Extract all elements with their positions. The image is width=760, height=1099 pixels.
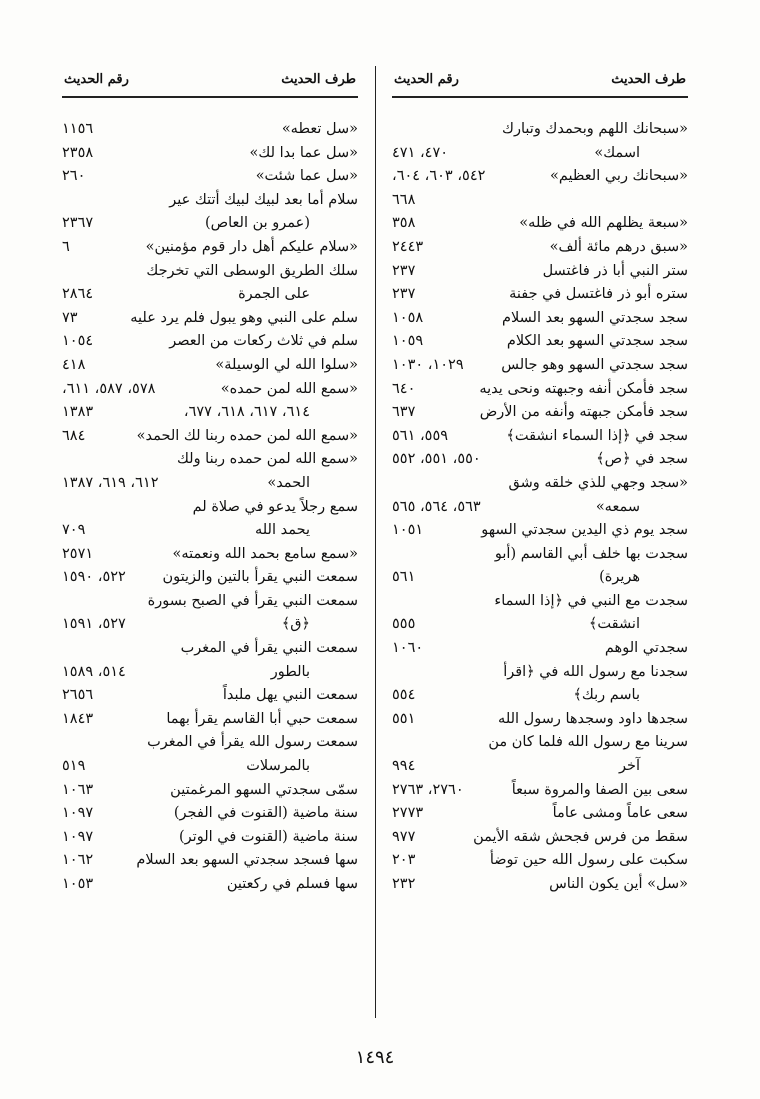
hadith-number: ٥٦١ bbox=[392, 569, 416, 586]
index-entry bbox=[392, 755, 688, 779]
index-entry bbox=[392, 378, 688, 402]
hadith-text: «سمع سامع بحمد الله ونعمته» bbox=[172, 545, 358, 562]
hadith-text: سكبت على رسول الله حين توضأ bbox=[489, 852, 688, 869]
text-header: طرف الحديث bbox=[611, 71, 686, 87]
hadith-number: ٤٧٠، ٤٧١ bbox=[392, 144, 449, 161]
index-entry bbox=[62, 330, 358, 354]
hadith-text: سمع رجلاً يدعو في صلاة لم bbox=[192, 498, 358, 515]
hadith-number: ١٠٦٣ bbox=[62, 781, 94, 798]
text-header: طرف الحديث bbox=[281, 71, 356, 87]
hadith-number: ٢٠٣ bbox=[392, 852, 416, 869]
hadith-number: ٢٥٧١ bbox=[62, 545, 94, 562]
hadith-text: سجد سجدتي السهو بعد الكلام bbox=[506, 333, 688, 350]
hadith-number: ٥٢٢، ١٥٩٠ bbox=[62, 569, 126, 586]
index-entry bbox=[392, 661, 688, 685]
index-entry bbox=[392, 849, 688, 873]
index-entry bbox=[392, 613, 688, 637]
hadith-text: سجدتي الوهم bbox=[604, 640, 688, 657]
hadith-number: ٩٩٤ bbox=[392, 758, 416, 775]
index-entry bbox=[392, 684, 688, 708]
hadith-number: ٥٥٤ bbox=[392, 687, 416, 704]
index-entry bbox=[62, 543, 358, 567]
hadith-number: ٥١٩ bbox=[62, 758, 86, 775]
hadith-number: ٦ bbox=[62, 238, 70, 255]
hadith-number: ٢٣٧ bbox=[392, 262, 416, 279]
hadith-text: هريرة) bbox=[599, 569, 640, 586]
hadith-text: سلك الطريق الوسطى التي تخرجك bbox=[146, 262, 358, 279]
index-entry bbox=[392, 566, 688, 590]
hadith-text: سعى عاماً ومشى عاماً bbox=[552, 805, 688, 822]
hadith-text: سلام أما بعد لبيك لبيك أتتك عير bbox=[169, 191, 358, 208]
hadith-number: ٢٤٤٣ bbox=[392, 238, 424, 255]
hadith-text: ستره أبو ذر فاغتسل في جفنة bbox=[509, 286, 688, 303]
index-entry bbox=[62, 613, 358, 637]
hadith-number: ١٠٦٠ bbox=[392, 640, 424, 657]
hadith-number: ٥٥٩، ٥٦١ bbox=[392, 427, 449, 444]
hadith-number: ٧٣ bbox=[62, 309, 78, 326]
column-divider bbox=[375, 66, 376, 1018]
hadith-text: «سل تعطه» bbox=[281, 121, 358, 137]
hadith-text: على الجمرة bbox=[238, 286, 310, 303]
column-header bbox=[62, 62, 358, 98]
number-header: رقم الحديث bbox=[394, 71, 459, 87]
hadith-text: سها فسلم في ركعتين bbox=[226, 876, 358, 892]
hadith-text: سجد سجدتي السهو وهو جالس bbox=[501, 356, 688, 373]
hadith-text: سلم على النبي وهو يبول فلم يرد عليه bbox=[130, 309, 358, 326]
index-entry bbox=[62, 142, 358, 166]
hadith-text: سجد فأمكن جبهته وأنفه من الأرض bbox=[479, 404, 688, 421]
hadith-number: ٥٦٣، ٥٦٤، ٥٦٥ bbox=[392, 498, 481, 515]
index-entry bbox=[62, 307, 358, 331]
index-entry bbox=[392, 330, 688, 354]
hadith-text: «سل» أين يكون الناس bbox=[549, 876, 688, 892]
hadith-number: ٦٣٧ bbox=[392, 404, 416, 421]
hadith-number: ١٠٩٧ bbox=[62, 828, 94, 845]
hadith-text: سجد في ﴿ص﴾ bbox=[596, 451, 688, 468]
hadith-number: ١١٥٦ bbox=[62, 121, 94, 137]
index-entry bbox=[392, 519, 688, 543]
hadith-text: سمعت حبي أبا القاسم يقرأ بهما bbox=[166, 710, 358, 727]
hadith-text: سها فسجد سجدتي السهو بعد السلام bbox=[136, 852, 358, 869]
hadith-number: ١٠٥٩ bbox=[392, 333, 424, 350]
hadith-text: سلم في ثلاث ركعات من العصر bbox=[169, 333, 358, 350]
index-page bbox=[62, 62, 688, 1068]
hadith-number: ٩٧٧ bbox=[392, 828, 416, 845]
index-entry bbox=[62, 472, 358, 496]
index-entry bbox=[392, 873, 688, 897]
index-entry bbox=[62, 260, 358, 284]
index-entry bbox=[62, 566, 358, 590]
hadith-number: ٥٥٠، ٥٥١، ٥٥٢ bbox=[392, 451, 481, 468]
index-entry bbox=[62, 684, 358, 708]
index-entry bbox=[392, 472, 688, 496]
hadith-text: «سمع الله لمن حمده ربنا ولك bbox=[176, 451, 358, 468]
hadith-text: «سبعة يظلهم الله في ظله» bbox=[519, 215, 688, 232]
hadith-text: سجدت بها خلف أبي القاسم (أبو bbox=[494, 545, 688, 562]
index-entry bbox=[392, 401, 688, 425]
hadith-number: ٣٥٨ bbox=[392, 215, 416, 232]
hadith-text: «سلوا الله لي الوسيلة» bbox=[215, 356, 358, 373]
index-entry bbox=[392, 236, 688, 260]
index-entry bbox=[62, 731, 358, 755]
hadith-text: ٦١٤، ٦١٧، ٦١٨، ٦٧٧، bbox=[183, 404, 310, 421]
hadith-text: الحمد» bbox=[267, 474, 310, 491]
hadith-text: باسم ربك﴾ bbox=[573, 687, 640, 704]
index-entry bbox=[62, 425, 358, 449]
hadith-number: ٦٨٤ bbox=[62, 427, 86, 444]
index-entry bbox=[62, 236, 358, 260]
hadith-number: ٢٣٢ bbox=[392, 876, 416, 892]
hadith-number: ١٣٨٣ bbox=[62, 404, 94, 421]
hadith-text: ﴿ق﴾ bbox=[281, 616, 310, 633]
index-entry bbox=[392, 708, 688, 732]
hadith-number: ١٨٤٣ bbox=[62, 710, 94, 727]
hadith-text: (عمرو بن العاص) bbox=[204, 215, 310, 232]
index-entry bbox=[392, 496, 688, 520]
hadith-text: سرينا مع رسول الله فلما كان من bbox=[488, 734, 688, 751]
hadith-text: سمّى سجدتي السهو المرغمتين bbox=[170, 781, 358, 798]
index-entry bbox=[62, 873, 358, 897]
hadith-number: ٢٧٦٠، ٢٧٦٣ bbox=[392, 781, 464, 798]
index-entry bbox=[392, 802, 688, 826]
index-entry bbox=[392, 731, 688, 755]
hadith-number: ٦١٢، ٦١٩، ١٣٨٧ bbox=[62, 474, 159, 491]
hadith-text: سنة ماضية (القنوت في الوتر) bbox=[179, 828, 358, 845]
index-entry bbox=[392, 212, 688, 236]
hadith-text: سجدنا مع رسول الله في ﴿اقرأ bbox=[503, 663, 688, 680]
hadith-number: ١٠٥١ bbox=[392, 522, 424, 539]
hadith-number: ٢٣٧ bbox=[392, 286, 416, 303]
hadith-text: «سل عما شئت» bbox=[255, 168, 358, 185]
index-entry bbox=[392, 189, 688, 213]
index-entry bbox=[62, 802, 358, 826]
left-column-rows bbox=[62, 118, 358, 897]
index-entry bbox=[62, 661, 358, 685]
index-entry bbox=[62, 189, 358, 213]
index-entry bbox=[392, 260, 688, 284]
hadith-number: ١٠٥٤ bbox=[62, 333, 94, 350]
index-entry bbox=[62, 708, 358, 732]
hadith-number: ٦٤٠ bbox=[392, 380, 416, 397]
index-entry bbox=[62, 448, 358, 472]
hadith-number: ٥٢٧، ١٥٩١ bbox=[62, 616, 126, 633]
hadith-number: ٥١٤، ١٥٨٩ bbox=[62, 663, 126, 680]
hadith-number: ١٠٥٨ bbox=[392, 309, 424, 326]
index-entry bbox=[392, 543, 688, 567]
index-entry bbox=[392, 779, 688, 803]
index-entry bbox=[62, 519, 358, 543]
index-entry bbox=[62, 354, 358, 378]
hadith-text: سجدت مع النبي في ﴿إذا السماء bbox=[494, 592, 688, 609]
hadith-text: سمعت رسول الله يقرأ في المغرب bbox=[147, 734, 358, 751]
index-entry bbox=[392, 826, 688, 850]
hadith-number: ٢٧٧٣ bbox=[392, 805, 424, 822]
index-entry bbox=[62, 496, 358, 520]
hadith-number: ١٠٩٧ bbox=[62, 805, 94, 822]
index-entry bbox=[62, 826, 358, 850]
hadith-text: سمعت النبي يهل ملبداً bbox=[222, 687, 358, 704]
column-header bbox=[392, 62, 688, 98]
index-entry bbox=[392, 165, 688, 189]
index-entry bbox=[62, 637, 358, 661]
index-entry bbox=[62, 755, 358, 779]
hadith-number: ٧٠٩ bbox=[62, 522, 86, 539]
hadith-text: سجد يوم ذي اليدين سجدتي السهو bbox=[481, 522, 688, 539]
index-entry bbox=[62, 212, 358, 236]
hadith-text: «سبحانك اللهم وبحمدك وتبارك bbox=[502, 121, 688, 137]
hadith-text: سمعه» bbox=[595, 498, 640, 515]
hadith-text: «سمع الله لمن حمده» bbox=[220, 380, 358, 397]
right-column-rows bbox=[392, 118, 688, 897]
hadith-number: ٢٣٥٨ bbox=[62, 144, 94, 161]
hadith-text: «سلام عليكم أهل دار قوم مؤمنين» bbox=[145, 238, 358, 255]
hadith-text: يحمد الله bbox=[254, 522, 310, 539]
index-entry bbox=[392, 283, 688, 307]
index-entry bbox=[62, 378, 358, 402]
index-entry bbox=[392, 307, 688, 331]
index-entry bbox=[392, 590, 688, 614]
hadith-number: ١٠٦٢ bbox=[62, 852, 94, 869]
hadith-text: «سجد وجهي للذي خلقه وشق bbox=[508, 474, 688, 491]
index-entry bbox=[62, 849, 358, 873]
hadith-number: ١٠٢٩، ١٠٣٠ bbox=[392, 356, 464, 373]
hadith-text: سمعت النبي يقرأ في الصبح بسورة bbox=[147, 592, 358, 609]
hadith-number: ٥٧٨، ٥٨٧، ٦١١، bbox=[62, 380, 156, 397]
hadith-text: بالطور bbox=[270, 663, 310, 680]
index-entry bbox=[62, 283, 358, 307]
index-entry bbox=[392, 354, 688, 378]
hadith-number: ٤١٨ bbox=[62, 356, 86, 373]
hadith-text: سجد سجدتي السهو بعد السلام bbox=[501, 309, 688, 326]
hadith-text bbox=[425, 189, 688, 213]
hadith-number: ٢٣٦٧ bbox=[62, 215, 94, 232]
hadith-text: سنة ماضية (القنوت في الفجر) bbox=[173, 805, 358, 822]
hadith-text: آخر bbox=[619, 758, 640, 775]
hadith-text: سمعت النبي يقرأ في المغرب bbox=[180, 640, 358, 657]
hadith-text: اسمك» bbox=[594, 144, 640, 161]
index-entry bbox=[62, 165, 358, 189]
hadith-text: بالمرسلات bbox=[246, 758, 310, 775]
index-entry bbox=[62, 779, 358, 803]
hadith-text: سجدها داود وسجدها رسول الله bbox=[498, 710, 688, 727]
hadith-number: ١٠٥٣ bbox=[62, 876, 94, 892]
index-entry bbox=[62, 401, 358, 425]
index-entry bbox=[62, 118, 358, 142]
hadith-text: سعى بين الصفا والمروة سبعاً bbox=[511, 781, 688, 798]
index-entry bbox=[392, 142, 688, 166]
hadith-text: «سل عما بدا لك» bbox=[249, 144, 358, 161]
hadith-number: ٥٥٥ bbox=[392, 616, 416, 633]
hadith-text: سجد فأمكن أنفه وجبهته ونحى يديه bbox=[479, 380, 688, 397]
hadith-text: «سبق درهم مائة ألف» bbox=[549, 238, 688, 255]
index-entry bbox=[62, 590, 358, 614]
left-column bbox=[62, 62, 358, 897]
index-entry bbox=[392, 637, 688, 661]
hadith-text: «سمع الله لمن حمده ربنا لك الحمد» bbox=[136, 427, 358, 444]
right-column bbox=[392, 62, 688, 897]
index-entry bbox=[392, 118, 688, 142]
index-entry bbox=[392, 425, 688, 449]
hadith-number: ٢٦٥٦ bbox=[62, 687, 94, 704]
hadith-text: انشقت﴾ bbox=[588, 616, 640, 633]
hadith-number: ٢٦٠ bbox=[62, 168, 86, 185]
hadith-text: سقط من فرس فجحش شقه الأيمن bbox=[473, 828, 688, 845]
hadith-number: ٦٦٨ bbox=[392, 191, 416, 208]
hadith-number: ٥٥١ bbox=[392, 710, 416, 727]
number-header: رقم الحديث bbox=[64, 71, 129, 87]
hadith-text: ستر النبي أبا ذر فاغتسل bbox=[542, 262, 688, 279]
hadith-text: «سبحانك ربي العظيم» bbox=[549, 168, 688, 185]
hadith-text: سجد في ﴿إذا السماء انشقت﴾ bbox=[506, 427, 688, 444]
hadith-text: سمعت النبي يقرأ بالتين والزيتون bbox=[162, 569, 358, 586]
hadith-number: ٥٤٢، ٦٠٣، ٦٠٤، bbox=[392, 168, 486, 185]
index-entry bbox=[392, 448, 688, 472]
hadith-number: ٢٨٦٤ bbox=[62, 286, 94, 303]
page-number: ١٤٩٤ bbox=[355, 1047, 395, 1068]
